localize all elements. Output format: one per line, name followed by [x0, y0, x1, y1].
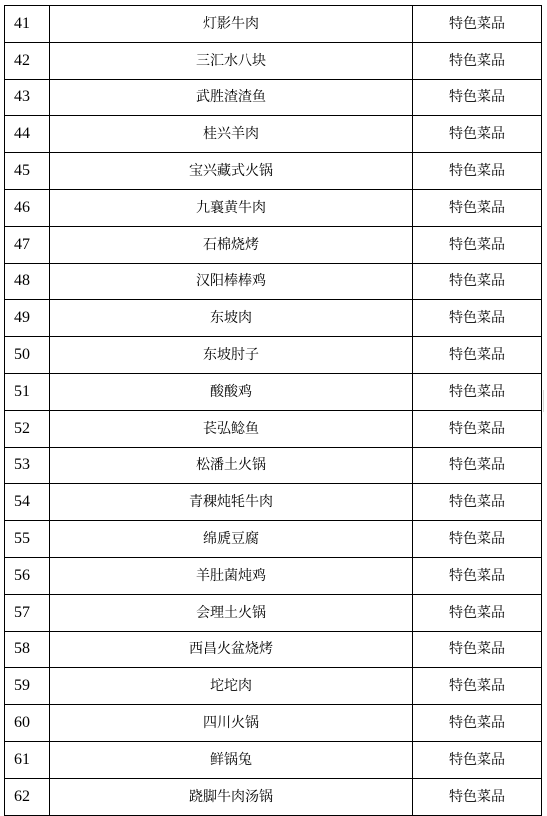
- row-number-cell: 48: [5, 263, 50, 300]
- row-number-cell: 60: [5, 705, 50, 742]
- table-row: [5, 373, 542, 410]
- table-row: [5, 741, 542, 778]
- row-number-cell: 49: [5, 300, 50, 337]
- dish-name-cell: 石棉烧烤: [50, 226, 413, 263]
- table-row: [5, 263, 542, 300]
- row-number-cell: 59: [5, 668, 50, 705]
- category-cell: 特色菜品: [413, 116, 542, 153]
- category-cell: 特色菜品: [413, 153, 542, 190]
- table-row: [5, 116, 542, 153]
- table-row: [5, 153, 542, 190]
- row-number-cell: 45: [5, 153, 50, 190]
- dish-name-cell: 东坡肉: [50, 300, 413, 337]
- category-cell: 特色菜品: [413, 557, 542, 594]
- row-number-cell: 51: [5, 373, 50, 410]
- category-cell: 特色菜品: [413, 6, 542, 43]
- row-number-cell: 58: [5, 631, 50, 668]
- row-number-cell: 50: [5, 337, 50, 374]
- row-number-cell: 46: [5, 189, 50, 226]
- dish-name-cell: 东坡肘子: [50, 337, 413, 374]
- dish-name-cell: 羊肚菌炖鸡: [50, 557, 413, 594]
- category-cell: 特色菜品: [413, 300, 542, 337]
- dish-name-cell: 鲜锅兔: [50, 741, 413, 778]
- dish-name-cell: 苌弘鲶鱼: [50, 410, 413, 447]
- dish-name-cell: 坨坨肉: [50, 668, 413, 705]
- dish-name-cell: 桂兴羊肉: [50, 116, 413, 153]
- row-number-cell: 56: [5, 557, 50, 594]
- page-edge-marker: [543, 390, 547, 412]
- table-row: [5, 631, 542, 668]
- row-number-cell: 55: [5, 521, 50, 558]
- row-number-cell: 53: [5, 447, 50, 484]
- category-cell: 特色菜品: [413, 79, 542, 116]
- row-number-cell: 52: [5, 410, 50, 447]
- category-cell: 特色菜品: [413, 447, 542, 484]
- row-number-cell: 42: [5, 42, 50, 79]
- category-cell: 特色菜品: [413, 410, 542, 447]
- row-number-cell: 44: [5, 116, 50, 153]
- category-cell: 特色菜品: [413, 778, 542, 815]
- row-number-cell: 54: [5, 484, 50, 521]
- table-row: [5, 42, 542, 79]
- dish-name-cell: 青稞炖牦牛肉: [50, 484, 413, 521]
- category-cell: 特色菜品: [413, 631, 542, 668]
- dish-name-cell: 四川火锅: [50, 705, 413, 742]
- category-cell: 特色菜品: [413, 189, 542, 226]
- table-row: [5, 705, 542, 742]
- row-number-cell: 57: [5, 594, 50, 631]
- table-row: [5, 557, 542, 594]
- category-cell: 特色菜品: [413, 484, 542, 521]
- dish-table-body: [5, 6, 542, 816]
- category-cell: 特色菜品: [413, 42, 542, 79]
- table-row: [5, 300, 542, 337]
- category-cell: 特色菜品: [413, 263, 542, 300]
- table-row: [5, 594, 542, 631]
- dish-name-cell: 西昌火盆烧烤: [50, 631, 413, 668]
- table-row: [5, 226, 542, 263]
- dish-name-cell: 宝兴藏式火锅: [50, 153, 413, 190]
- row-number-cell: 47: [5, 226, 50, 263]
- dish-name-cell: 绵虒豆腐: [50, 521, 413, 558]
- category-cell: 特色菜品: [413, 337, 542, 374]
- row-number-cell: 43: [5, 79, 50, 116]
- dish-name-cell: 武胜渣渣鱼: [50, 79, 413, 116]
- dish-name-cell: 三汇水八块: [50, 42, 413, 79]
- category-cell: 特色菜品: [413, 705, 542, 742]
- category-cell: 特色菜品: [413, 741, 542, 778]
- table-row: [5, 189, 542, 226]
- dish-name-cell: 跷脚牛肉汤锅: [50, 778, 413, 815]
- dish-table: [4, 5, 542, 816]
- table-row: [5, 778, 542, 815]
- category-cell: 特色菜品: [413, 668, 542, 705]
- table-row: [5, 410, 542, 447]
- table-row: [5, 6, 542, 43]
- dish-name-cell: 灯影牛肉: [50, 6, 413, 43]
- table-row: [5, 521, 542, 558]
- dish-name-cell: 九襄黄牛肉: [50, 189, 413, 226]
- category-cell: 特色菜品: [413, 594, 542, 631]
- category-cell: 特色菜品: [413, 521, 542, 558]
- dish-name-cell: 酸酸鸡: [50, 373, 413, 410]
- category-cell: 特色菜品: [413, 226, 542, 263]
- dish-name-cell: 会理土火锅: [50, 594, 413, 631]
- table-row: [5, 668, 542, 705]
- row-number-cell: 61: [5, 741, 50, 778]
- row-number-cell: 41: [5, 6, 50, 43]
- table-row: [5, 337, 542, 374]
- table-row: [5, 484, 542, 521]
- table-row: [5, 79, 542, 116]
- dish-name-cell: 汉阳棒棒鸡: [50, 263, 413, 300]
- table-row: [5, 447, 542, 484]
- row-number-cell: 62: [5, 778, 50, 815]
- category-cell: 特色菜品: [413, 373, 542, 410]
- dish-name-cell: 松潘土火锅: [50, 447, 413, 484]
